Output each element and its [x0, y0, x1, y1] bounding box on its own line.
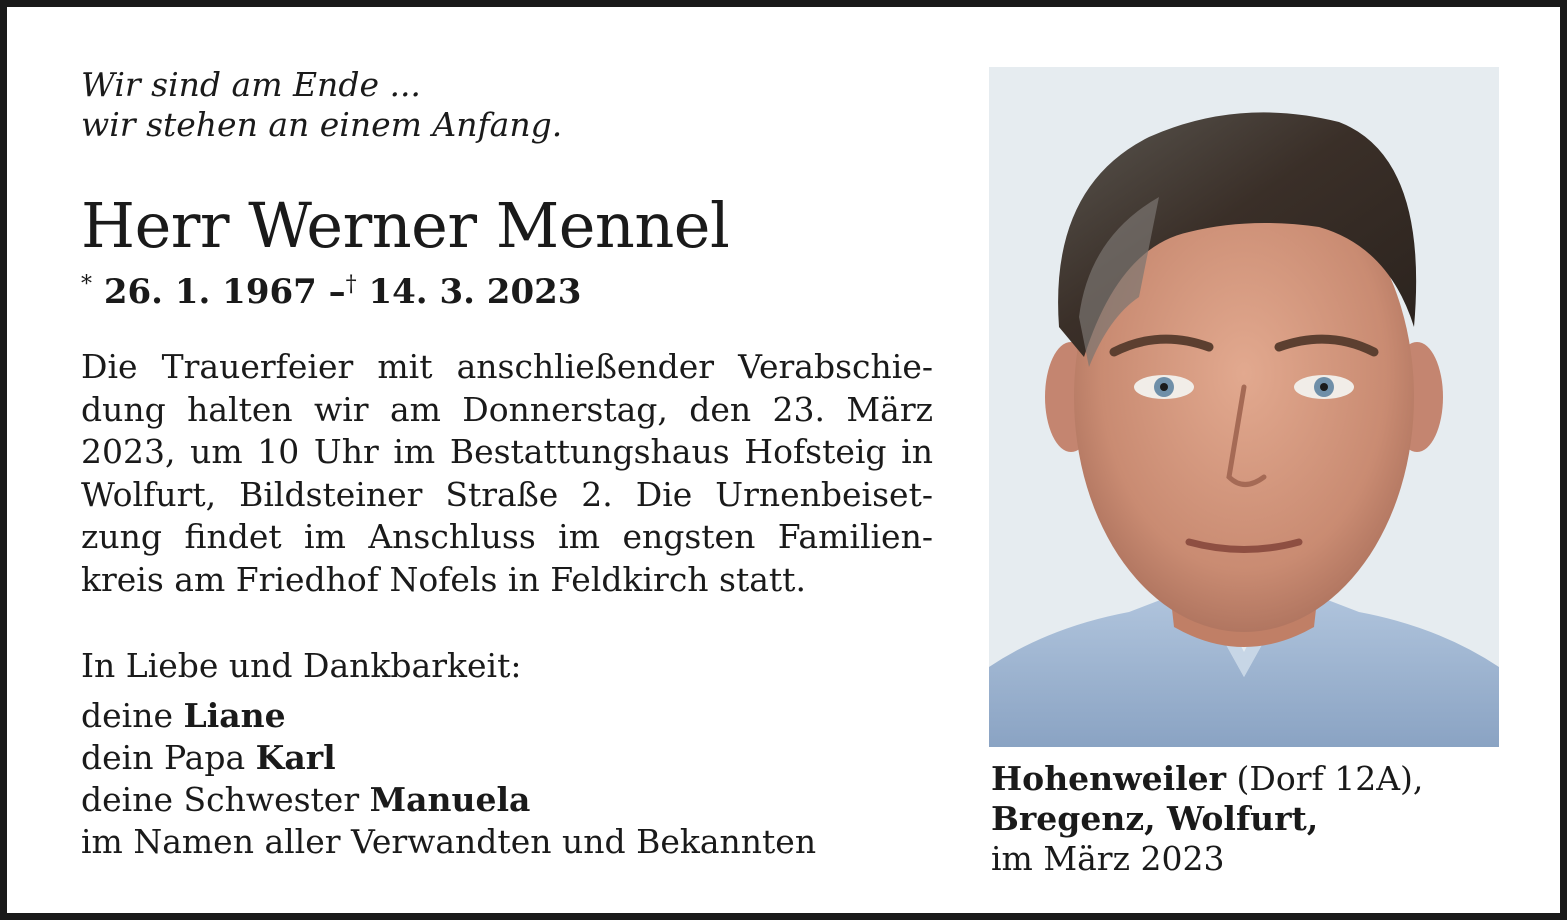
place-towns: Bregenz, Wolfurt,	[991, 799, 1319, 838]
signer	[81, 821, 941, 863]
birth-symbol: *	[81, 272, 92, 297]
text-column	[81, 65, 941, 863]
announcement-line: kreis am Friedhof Nofels in Feldkirch statt.	[81, 559, 806, 599]
signer-name: Karl	[255, 738, 336, 777]
signer-name: Manuela	[369, 780, 531, 819]
signer-relation: im Namen aller Verwandten und Bekannten	[81, 822, 817, 861]
announcement-line: 2023, um 10 Uhr im Bestattungshaus Hofsteig in	[81, 432, 933, 471]
place-town: Hohenweiler	[991, 759, 1227, 798]
closing-phrase: In Liebe und Dankbarkeit:	[81, 646, 522, 685]
birth-date: 26. 1. 1967	[103, 272, 317, 312]
signer-relation: dein Papa	[81, 738, 256, 777]
life-dates	[81, 265, 941, 312]
place-date: im März 2023	[991, 839, 1225, 878]
motto	[81, 65, 941, 145]
signer-name: Liane	[183, 696, 286, 735]
signer-relation: deine Schwester	[81, 780, 370, 819]
ceremony-announcement	[81, 346, 933, 601]
signers-list	[81, 695, 941, 863]
signer-relation: deine	[81, 696, 184, 735]
place-line-2	[991, 799, 1531, 839]
signer	[81, 779, 941, 821]
portrait-photo	[989, 67, 1499, 747]
announcement-line: zung findet im Anschluss im engsten Familien-	[81, 517, 933, 556]
announcement-line: Wolfurt, Bildsteiner Straße 2. Die Urnenbeiset-	[81, 474, 933, 514]
place-and-date	[991, 759, 1531, 879]
signer	[81, 695, 941, 737]
death-symbol: †	[345, 272, 357, 297]
date-separator: –	[328, 272, 346, 312]
death-date: 14. 3. 2023	[368, 272, 582, 312]
motto-line-1: Wir sind am Ende ...	[81, 65, 421, 104]
place-line-1	[991, 759, 1531, 799]
motto-line-2: wir stehen an einem Anfang.	[81, 105, 563, 144]
deceased-name: Herr Werner Mennel	[81, 189, 730, 262]
announcement-line: Die Trauerfeier mit anschließender Verabschie-	[81, 347, 933, 386]
signer	[81, 737, 941, 779]
announcement-line: dung halten wir am Donnerstag, den 23. März	[81, 389, 933, 429]
place-address: (Dorf 12A),	[1226, 759, 1424, 798]
